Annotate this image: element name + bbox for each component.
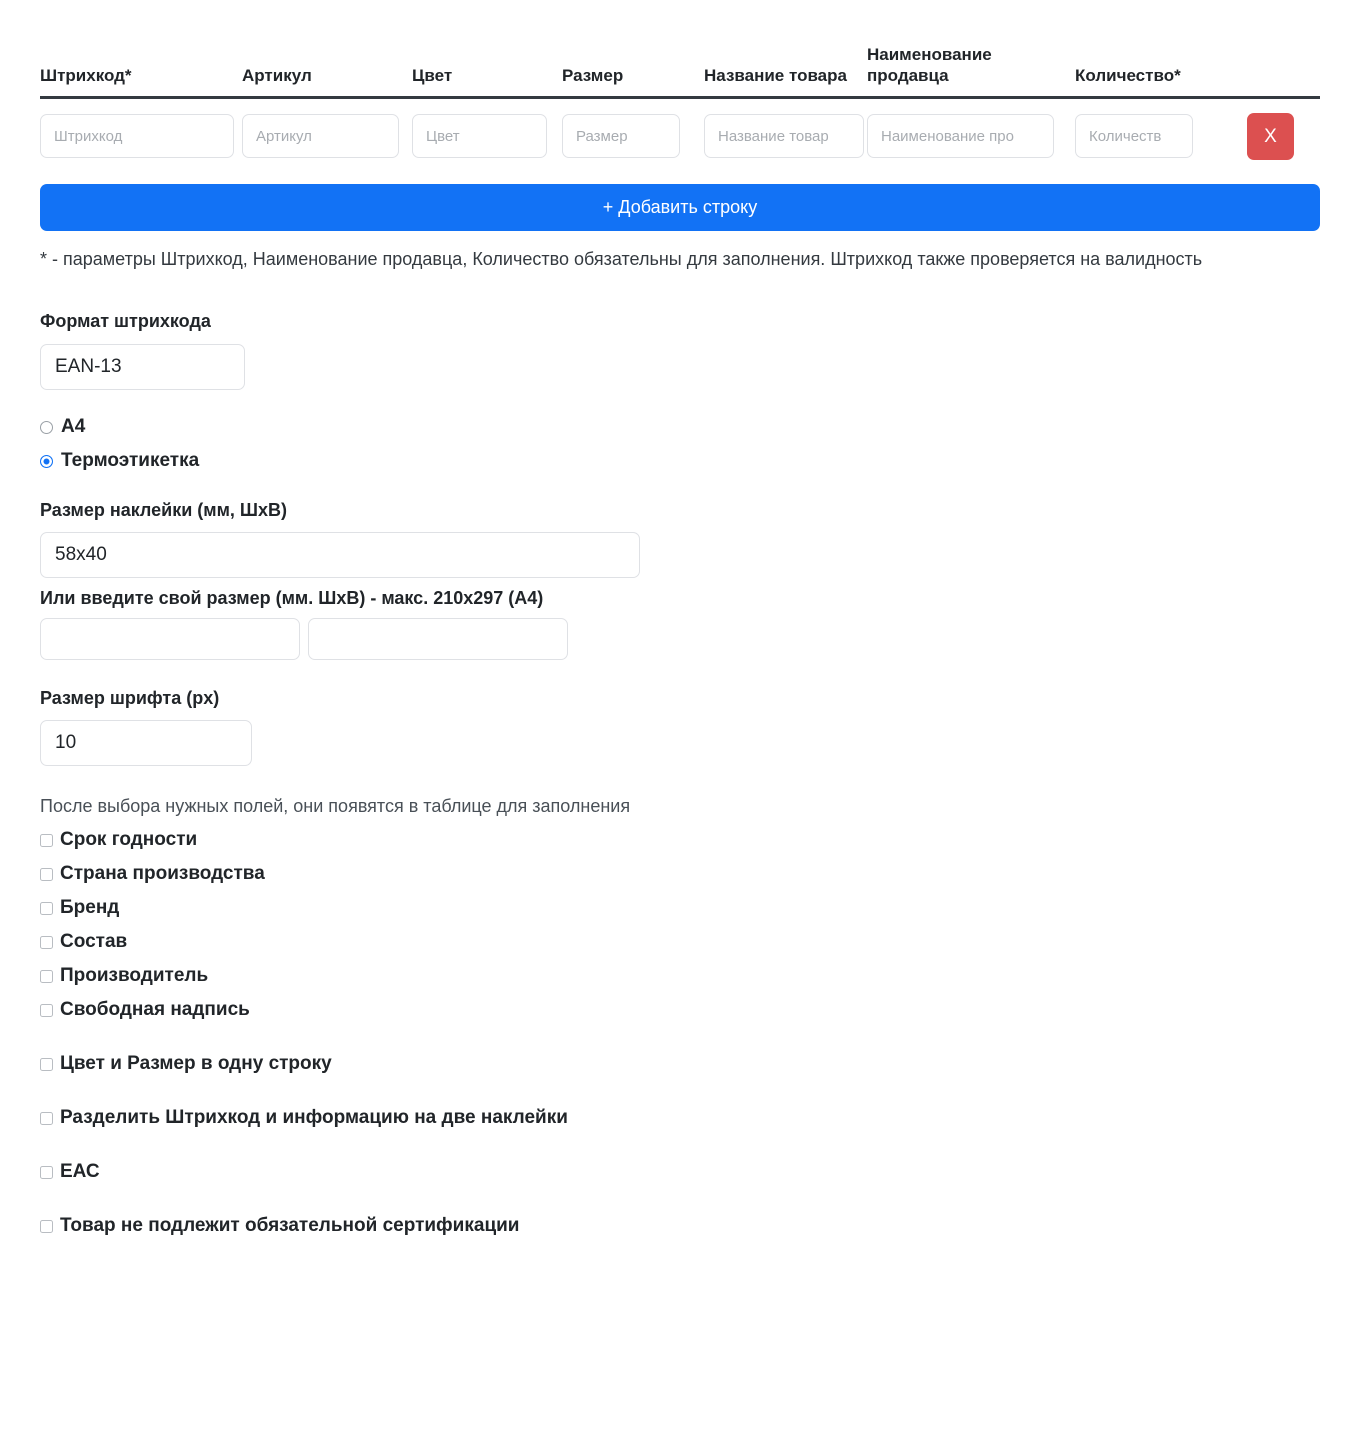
custom-size-label: Или введите свой размер (мм. ШхВ) - макс. 210x297 (A4)	[40, 588, 544, 609]
checkbox-icon-split-labels[interactable]	[40, 1112, 53, 1125]
quantity-input[interactable]	[1075, 114, 1193, 158]
cell-seller-name	[867, 97, 1075, 160]
seller-name-input[interactable]	[867, 114, 1054, 158]
radio-icon-a4[interactable]	[40, 421, 53, 434]
barcode-format-block	[40, 311, 1320, 390]
radio-option-a4[interactable]	[40, 416, 1320, 438]
field-checkbox-list	[40, 829, 1320, 1021]
cell-color	[412, 97, 562, 160]
cell-product-name	[704, 97, 867, 160]
barcode-format-label: Формат штрихкода	[40, 311, 211, 332]
custom-height-input[interactable]	[308, 618, 568, 660]
column-header-barcode: Штрихкод*	[40, 44, 242, 97]
cell-quantity	[1075, 97, 1247, 160]
checkbox-label-brand: Бренд	[60, 897, 120, 919]
checkbox-row-brand[interactable]	[40, 897, 1320, 919]
checkbox-label-eac: ЕАС	[60, 1161, 100, 1183]
checkbox-row-split-labels[interactable]	[40, 1107, 1320, 1129]
column-header-remove	[1247, 44, 1320, 97]
checkbox-icon-no-certification[interactable]	[40, 1220, 53, 1233]
sticker-size-block	[40, 500, 1320, 660]
cell-barcode	[40, 97, 242, 160]
column-header-seller-name: Наименование продавца	[867, 44, 1075, 97]
barcode-format-input[interactable]	[40, 344, 245, 390]
checkbox-label-manufacturer: Производитель	[60, 965, 209, 987]
radio-option-thermal[interactable]	[40, 450, 1320, 472]
custom-width-input[interactable]	[40, 618, 300, 660]
column-header-size: Размер	[562, 44, 704, 97]
font-size-input[interactable]	[40, 720, 252, 766]
checkbox-row-country[interactable]	[40, 863, 1320, 885]
checkbox-label-free-text: Свободная надпись	[60, 999, 250, 1021]
column-header-quantity: Количество*	[1075, 44, 1247, 97]
checkbox-label-country: Страна производства	[60, 863, 265, 885]
size-input[interactable]	[562, 114, 680, 158]
checkbox-row-no-certification[interactable]	[40, 1215, 1320, 1237]
checkbox-icon-eac[interactable]	[40, 1166, 53, 1179]
add-row-button[interactable]: + Добавить строку	[40, 184, 1320, 231]
table-header-row	[40, 44, 1320, 97]
column-header-product-name: Название товара	[704, 44, 867, 97]
product-table	[40, 44, 1320, 160]
paper-type-radio-group	[40, 416, 1320, 472]
radio-icon-thermal[interactable]	[40, 455, 53, 468]
column-header-article: Артикул	[242, 44, 412, 97]
sticker-size-label: Размер наклейки (мм, ШхВ)	[40, 500, 287, 521]
custom-size-row	[40, 618, 1320, 660]
checkbox-icon-country[interactable]	[40, 868, 53, 881]
checkbox-row-expiry[interactable]	[40, 829, 1320, 851]
checkbox-icon-manufacturer[interactable]	[40, 970, 53, 983]
cell-remove	[1247, 97, 1320, 160]
checkbox-label-expiry: Срок годности	[60, 829, 198, 851]
remove-row-button[interactable]: X	[1247, 113, 1294, 160]
radio-label-thermal: Термоэтикетка	[61, 450, 200, 472]
checkbox-label-split-labels: Разделить Штрихкод и информацию на две наклейки	[60, 1107, 568, 1129]
checkbox-icon-composition[interactable]	[40, 936, 53, 949]
font-size-block	[40, 688, 1320, 766]
checkbox-row-color-size-one-line[interactable]	[40, 1053, 1320, 1075]
checkbox-icon-brand[interactable]	[40, 902, 53, 915]
article-input[interactable]	[242, 114, 399, 158]
checkbox-icon-color-size-one-line[interactable]	[40, 1058, 53, 1071]
sticker-size-input[interactable]	[40, 532, 640, 578]
required-fields-note: * - параметры Штрихкод, Наименование продавца, Количество обязательны для заполнения. Штрихкод также проверяется на валидность	[40, 248, 1203, 269]
checkbox-label-color-size-one-line: Цвет и Размер в одну строку	[60, 1053, 332, 1075]
checkbox-row-free-text[interactable]	[40, 999, 1320, 1021]
table-row	[40, 97, 1320, 160]
cell-article	[242, 97, 412, 160]
font-size-label: Размер шрифта (px)	[40, 688, 220, 709]
checkbox-label-no-certification: Товар не подлежит обязательной сертификации	[60, 1215, 520, 1237]
checkbox-label-composition: Состав	[60, 931, 128, 953]
fields-hint: После выбора нужных полей, они появятся в таблице для заполнения	[40, 796, 631, 817]
column-header-color: Цвет	[412, 44, 562, 97]
barcode-input[interactable]	[40, 114, 234, 158]
checkbox-row-eac[interactable]	[40, 1161, 1320, 1183]
product-name-input[interactable]	[704, 114, 864, 158]
option-checkbox-list	[40, 1053, 1320, 1237]
checkbox-icon-free-text[interactable]	[40, 1004, 53, 1017]
radio-label-a4: A4	[61, 416, 86, 438]
label-generator-form	[0, 44, 1360, 1443]
checkbox-row-manufacturer[interactable]	[40, 965, 1320, 987]
color-input[interactable]	[412, 114, 547, 158]
checkbox-row-composition[interactable]	[40, 931, 1320, 953]
checkbox-icon-expiry[interactable]	[40, 834, 53, 847]
cell-size	[562, 97, 704, 160]
